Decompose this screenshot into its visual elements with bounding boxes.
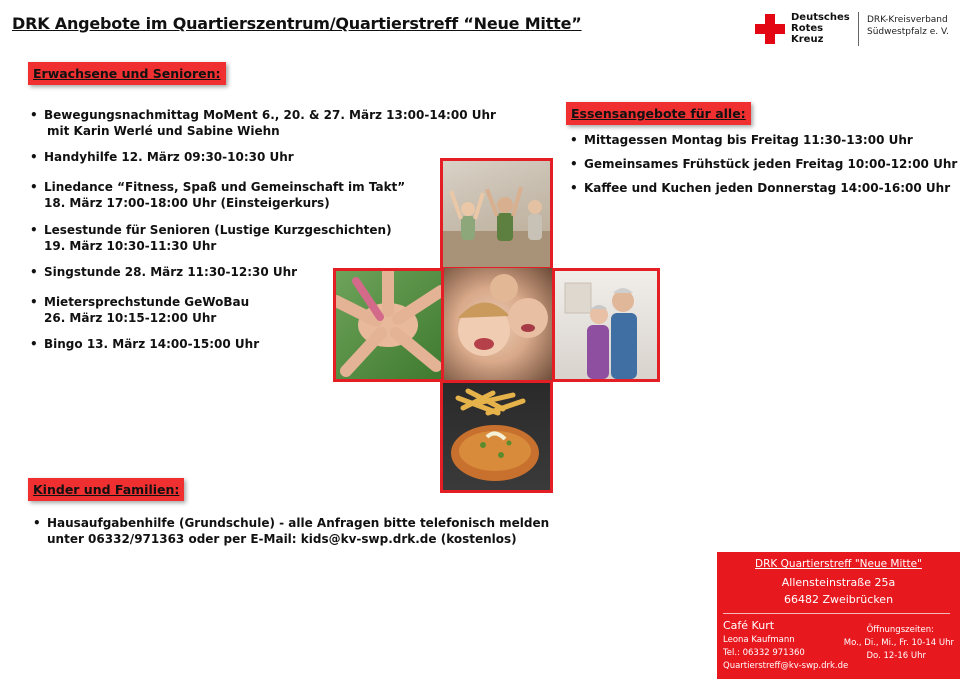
- contact-phone: Tel.: 06332 971360: [723, 648, 805, 658]
- kids-list: [33, 515, 549, 547]
- photo-food: [440, 380, 553, 493]
- contact-info-box: [717, 552, 960, 679]
- list-item: • Bewegungsnachmittag MoMent 6., 20. & 27. März 13:00-14:00 Uhr mit Karin Werlé und Sabine Wiehn: [30, 107, 496, 139]
- venue-city: 66482 Zweibrücken: [783, 593, 894, 606]
- list-item: • Gemeinsames Frühstück jeden Freitag 10:00-12:00 Uhr: [570, 156, 957, 172]
- kids-heading: Kinder und Familien:: [28, 478, 184, 501]
- hands-together-image: [336, 271, 441, 379]
- cafe-name: Café Kurt: [723, 619, 775, 632]
- hours-label: Öffnungszeiten:: [866, 625, 934, 635]
- adults-heading: Erwachsene und Senioren:: [28, 62, 226, 85]
- list-item: • Handyhilfe 12. März 09:30-10:30 Uhr: [30, 149, 496, 165]
- food-heading: Essensangebote für alle:: [566, 102, 751, 125]
- photo-seniors-dancing: [552, 268, 660, 382]
- logo-name: Deutsches Rotes Kreuz: [791, 12, 850, 45]
- children-laughing-image: [444, 268, 552, 382]
- contact-email[interactable]: Quartierstreff@kv-swp.drk.de: [723, 661, 849, 671]
- drk-logo: [755, 12, 955, 48]
- divider: [723, 613, 950, 614]
- list-item: • Hausaufgabenhilfe (Grundschule) - alle Anfragen bitte telefonisch melden unter 06332/971363 oder per E-Mail: kids@kv-swp.drk.de (kostenlos): [33, 515, 549, 547]
- list-item: • Singstunde 28. März 11:30-12:30 Uhr: [30, 264, 496, 280]
- hours-thursday: Do. 12-16 Uhr: [866, 651, 926, 661]
- seniors-dancing-image: [555, 271, 657, 379]
- photo-seniors-exercising: [440, 158, 553, 270]
- venue-name: DRK Quartierstreff "Neue Mitte": [755, 558, 922, 570]
- page-title: DRK Angebote im Quartierszentrum/Quartierstreff “Neue Mitte”: [12, 14, 582, 33]
- hours-weekdays: Mo., Di., Mi., Fr. 10-14 Uhr: [843, 638, 954, 648]
- logo-divider: [858, 12, 859, 46]
- list-item: • Lesestunde für Senioren (Lustige Kurzgeschichten) 19. März 10:30-11:30 Uhr: [30, 222, 496, 254]
- logo-verband: DRK-Kreisverband Südwestpfalz e. V.: [867, 15, 949, 37]
- food-image: [443, 383, 550, 490]
- list-item: • Linedance “Fitness, Spaß und Gemeinschaft im Takt” 18. März 17:00-18:00 Uhr (Einsteigerkurs): [30, 179, 496, 211]
- food-list: [570, 132, 957, 196]
- list-item: • Bingo 13. März 14:00-15:00 Uhr: [30, 336, 496, 352]
- venue-street: Allensteinstraße 25a: [781, 576, 896, 589]
- list-item: • Kaffee und Kuchen jeden Donnerstag 14:00-16:00 Uhr: [570, 180, 957, 196]
- list-item: • Mittagessen Montag bis Freitag 11:30-13:00 Uhr: [570, 132, 957, 148]
- list-item: • Mietersprechstunde GeWoBau 26. März 10:15-12:00 Uhr: [30, 294, 496, 326]
- red-cross-icon: [755, 14, 785, 44]
- photo-children-laughing: [444, 268, 552, 382]
- photo-hands-together: [333, 268, 444, 382]
- contact-name: Leona Kaufmann: [723, 635, 795, 645]
- seniors-exercising-image: [443, 161, 550, 267]
